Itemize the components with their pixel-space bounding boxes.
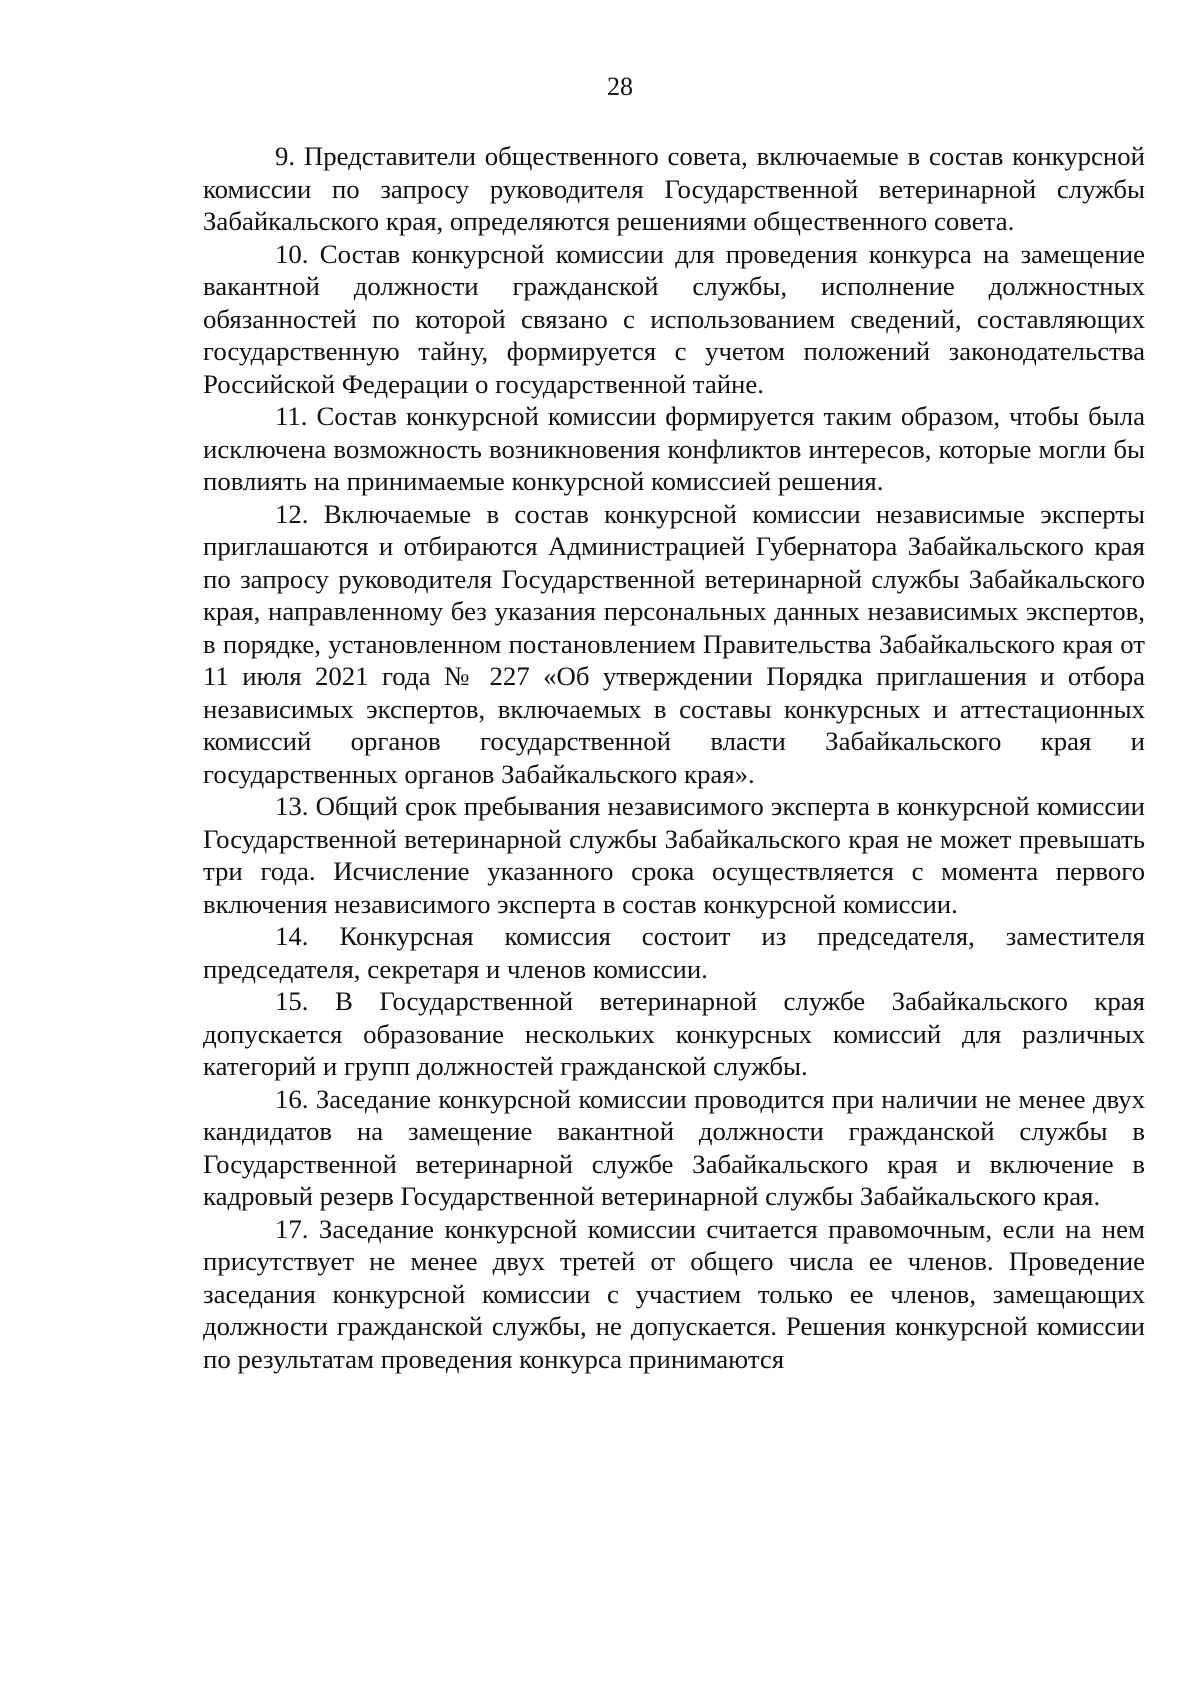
- document-body: [203, 140, 1145, 1375]
- paragraph-9: 9. Представители общественного совета, включаемые в состав конкурсной комиссии по запросу руководителя Государственной ветеринарной службы Забайкальского края, определяются решениями общественного совета.: [203, 141, 1145, 236]
- paragraph-11: 11. Состав конкурсной комиссии формируется таким образом, чтобы была исключена возможность возникновения конфликтов интересов, которые могли бы повлиять на принимаемые конкурсной комиссией решения.: [203, 401, 1145, 496]
- paragraph-12: 12. Включаемые в состав конкурсной комиссии независимые эксперты приглашаются и отбираются Администрацией Губернатора Забайкальского края по запросу руководителя Государственной ветеринарной службы Забайкальского края, направленному без указания персональных данных независимых экспертов, в порядке, установленном постановлением Правительства Забайкальского края от 11 июля 2021 года № 227 «Об утверждении Порядка приглашения и отбора независимых экспертов, включаемых в составы конкурсных и аттестационных комиссий органов государственной власти Забайкальского края и государственных органов Забайкальского края».: [203, 498, 1145, 789]
- paragraph-14: 14. Конкурсная комиссия состоит из председателя, заместителя председателя, секретаря и членов комиссии.: [203, 921, 1145, 984]
- paragraph-13: 13. Общий срок пребывания независимого эксперта в конкурсной комиссии Государственной ветеринарной службы Забайкальского края не может превышать три года. Исчисление указанного срока осуществляется с момента первого включения независимого эксперта в состав конкурсной комиссии.: [203, 791, 1145, 919]
- paragraph-16: 16. Заседание конкурсной комиссии проводится при наличии не менее двух кандидатов на замещение вакантной должности гражданской службы в Государственной ветеринарной службе Забайкальского края и включение в кадровый резерв Государственной ветеринарной службы Забайкальского края.: [203, 1083, 1145, 1211]
- paragraph-17: 17. Заседание конкурсной комиссии считается правомочным, если на нем присутствует не менее двух третей от общего числа ее членов. Проведение заседания конкурсной комиссии с участием только ее членов, замещающих должности гражданской службы, не допускается. Решения конкурсной комиссии по результатам проведения конкурса принимаются: [203, 1213, 1145, 1374]
- paragraph-10: 10. Состав конкурсной комиссии для проведения конкурса на замещение вакантной должности гражданской службы, исполнение должностных обязанностей по которой связано с использованием сведений, составляющих государственную тайну, формируется с учетом положений законодательства Российской Федерации о государственной тайне.: [203, 238, 1145, 399]
- page-number: 28: [607, 72, 633, 101]
- paragraph-15: 15. В Государственной ветеринарной службе Забайкальского края допускается образование нескольких конкурсных комиссий для различных категорий и групп должностей гражданской службы.: [203, 986, 1145, 1081]
